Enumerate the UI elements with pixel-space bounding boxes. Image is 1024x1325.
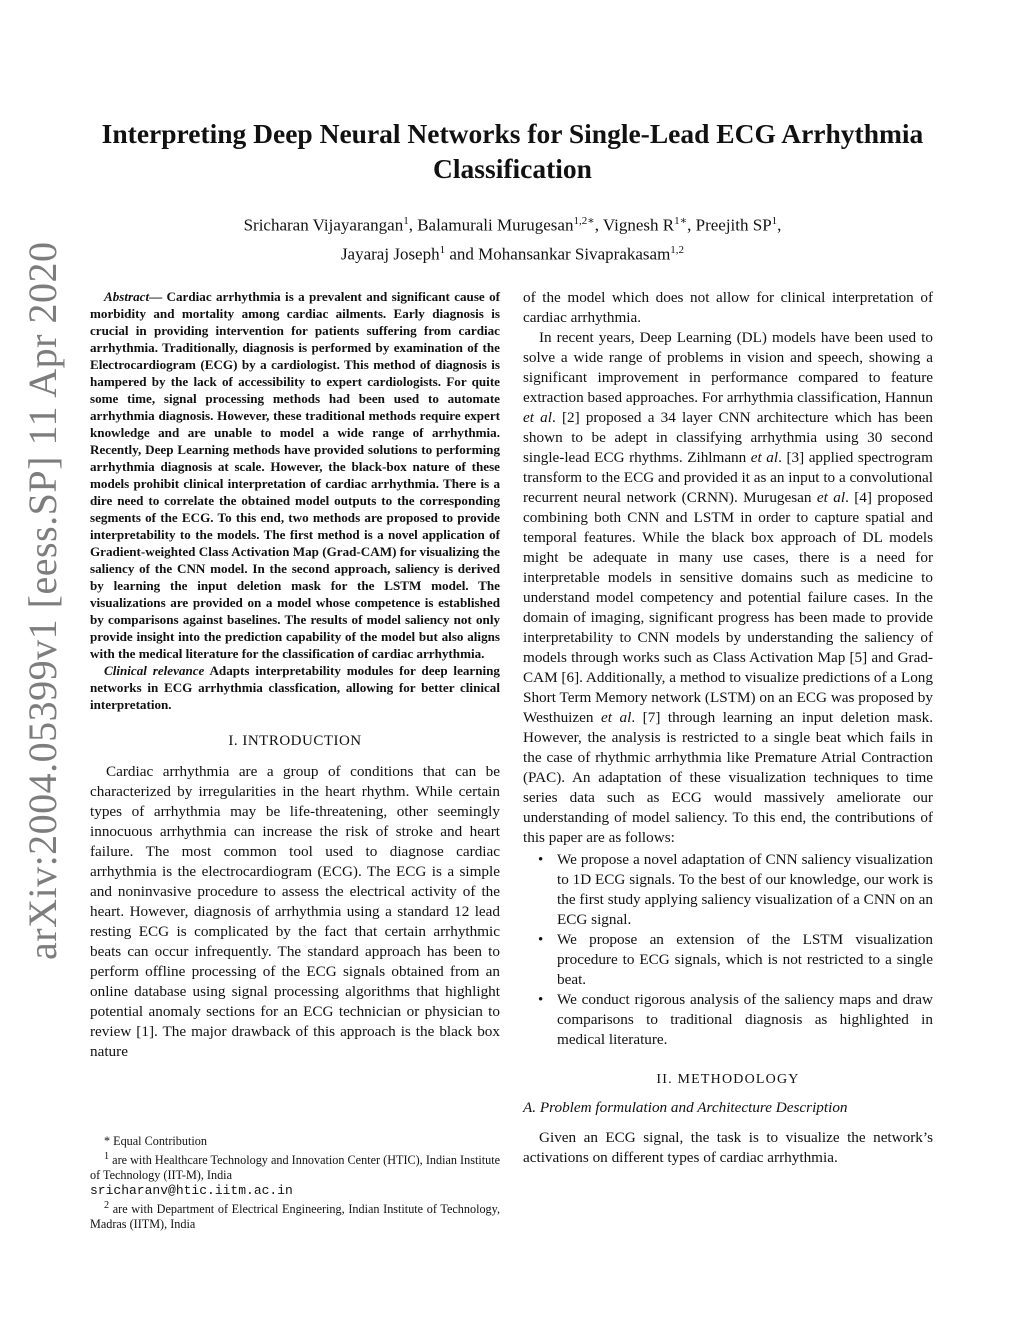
contribution-item: • We propose a novel adaptation of CNN saliency visualization to 1D ECG signals. To the best of our knowledge, our work is the first study applying saliency visualization of a CNN on an ECG signal.: [538, 851, 933, 928]
footnote-1: $^1$ are with Healthcare Technology and Innovation Center (HTIC), Indian Institute of Technology (IIT-M), India sricharanv@htic.iitm.ac.in: [90, 1151, 500, 1199]
bullet-icon: •: [538, 852, 544, 868]
contribution-item: • We propose an extension of the LSTM visualization procedure to ECG signals, which is not restricted to a single beat.: [538, 931, 933, 988]
bullet-icon: •: [538, 992, 544, 1008]
author-line-2: Jayaraj Joseph$^1$ and Mohansankar Sivaprakasam$^{1,2}$: [340, 243, 685, 264]
introduction-body-continued: [523, 288, 933, 848]
abstract-text: Cardiac arrhythmia is a prevalent and significant cause of morbidity and mortality among cardiac ailments. Early diagnosis is crucial in providing intervention for patients suffering from cardiac arrhythmia. Traditionally, diagnosis is performed by examination of the Electrocardiogram (ECG) by a cardiologist. This method of diagnosis is hampered by the lack of accessibility to expert cardiologists. For quite some time, signal processing methods had been used to automate arrhythmia diagnosis. However, these traditional methods require expert knowledge and are unable to model a wide range of arrhythmia. Recently, Deep Learning methods have provided solutions to performing arrhythmia diagnosis at scale. However, the black-box nature of these models prohibit clinical interpretation of cardiac arrhythmia. There is a dire need to correlate the obtained model outputs to the corresponding segments of the ECG. To this end, two methods are proposed to provide interpretability to the models. The first method is a novel application of Gradient-weighted Class Activation Map (Grad-CAM) for visualizing the saliency of the CNN model. In the second approach, saliency is derived by learning the input deletion mask for the LSTM model. The visualizations are provided on a model whose competence is established by comparisons against baselines. The results of model saliency not only provide insight into the prediction capability of the model but also aligns with the medical literature for the classification of cardiac arrhythmia.: [90, 289, 500, 661]
methodology-paragraph-1: Given an ECG signal, the task is to visualize the network’s activations on different types of cardiac arrhythmia.: [523, 1129, 933, 1166]
subsection-heading: A. Problem formulation and Architecture Description: [523, 1099, 848, 1116]
abstract-label: Abstract: [104, 289, 150, 304]
abstract: [90, 288, 500, 713]
introduction-heading: I. INTRODUCTION: [228, 733, 362, 749]
arxiv-identifier-watermark: arXiv:2004.05399v1 [eess.SP] 11 Apr 2020: [20, 241, 65, 960]
intro-paragraph-1-continued: of the model which does not allow for clinical interpretation of cardiac arrhythmia.: [523, 289, 933, 326]
author-email: sricharanv@htic.iitm.ac.in: [90, 1183, 293, 1199]
footnotes: [90, 1134, 500, 1232]
methodology-heading: II. METHODOLOGY: [656, 1072, 800, 1087]
paper-title: Interpreting Deep Neural Networks for Single-Lead ECG Arrhythmia Classification: [101, 118, 924, 184]
author-list: [100, 209, 925, 266]
clinical-relevance: Clinical relevance Adapts interpretability modules for deep learning networks in ECG arrhythmia classfication, allowing for better clinical interpretation.: [90, 663, 500, 712]
contribution-item: • We conduct rigorous analysis of the saliency maps and draw comparisons to traditional diagnosis as highlighted in medical literature.: [538, 991, 933, 1048]
bullet-icon: •: [538, 932, 544, 948]
footnote-2: $^2$ are with Department of Electrical Engineering, Indian Institute of Technology, Madras (IITM), India: [90, 1200, 500, 1232]
right-column: [523, 288, 933, 1168]
abstract-paragraph: Abstract— Cardiac arrhythmia is a prevalent and significant cause of morbidity and mortality among cardiac ailments. Early diagnosis is crucial in providing intervention for patients suffering from cardiac arrhythmia. Traditionally, diagnosis is performed by examination of the Electrocardiogram (ECG) by a cardiologist. This method of diagnosis is hampered by the lack of accessibility to expert cardiologists. For quite some time, signal processing methods had been used to automate arrhythmia diagnosis. However, these traditional methods require expert knowledge and are unable to model a wide range of arrhythmia. Recently, Deep Learning methods have provided solutions to performing arrhythmia diagnosis at scale. However, the black-box nature of these models prohibit clinical interpretation of cardiac arrhythmia. There is a dire need to correlate the obtained model outputs to the corresponding segments of the ECG. To this end, two methods are proposed to provide interpretability to the models. The first method is a novel application of Gradient-weighted Class Activation Map (Grad-CAM) for visualizing the saliency of the CNN model. In the second approach, saliency is derived by learning the input deletion mask for the LSTM model. The visualizations are provided on a model whose competence is established by comparisons against baselines. The results of model saliency not only provide insight into the prediction capability of the model but also aligns with the medical literature for the classification of cardiac arrhythmia.: [90, 289, 500, 661]
intro-paragraph-2: In recent years, Deep Learning (DL) models have been used to solve a wide range of problems in vision and speech, showing a significant improvement in performance compared to feature extraction based approaches. For arrhythmia classification, Hannun et al. [2] proposed a 34 layer CNN architecture which has been shown to be adept in classifying arrhythmia using 30 second single-lead ECG rhythms. Zihlmann et al. [3] applied spectrogram transform to the ECG and provided it as an input to a convolutional recurrent neural network (CRNN). Murugesan et al. [4] proposed combining both CNN and LSTM in order to capture spatial and temporal features. While the black box approach of DL models might be adequate in many use cases, there is a need for interpretable models in sensitive domains such as medicine to understand model competency and potential failure cases. In the domain of imaging, significant progress has been made to provide interpretability to CNN models by understanding the saliency of models through works such as Class Activation Map [5] and Grad-CAM [6]. Additionally, a method to visualize predictions of a Long Short Term Memory network (LSTM) on an ECG was proposed by Westhuizen et al. [7] through learning an input deletion mask. However, the analysis is restricted to a single beat which fails in the case of rhythmic arrhythmia like Premature Atrial Contraction (PAC). An adaptation of these visualization techniques to time series data such as ECG would massively ameliorate our understanding of model saliency. To this end, the contributions of this paper are as follows:: [523, 329, 934, 846]
author-line-1: Sricharan Vijayarangan$^1$, Balamurali Murugesan$^{1,2∗}$, Vignesh $R^{1∗}$, Preejith $SP^1$,: [243, 215, 782, 235]
footnote-equal-contribution: * Equal Contribution: [104, 1134, 207, 1148]
intro-paragraph-1: Cardiac arrhythmia are a group of conditions that can be characterized by irregularities in the heart rhythm. While certain types of arrhythmia may be life-threatening, other seemingly innocuous arrhythmia can increase the risk of stroke and heart failure. The most common tool used to diagnose cardiac arrhythmia is the electrocardiogram (ECG). The ECG is a simple and noninvasive procedure to assess the electrical activity of the heart. However, diagnosis of arrhythmia using a standard 12 lead resting ECG is complicated by the fact that certain arrhythmic beats can occur infrequently. The standard approach has been to perform offline processing of the ECG signals obtained from an online database using signal processing algorithms that highlight potential anomaly sections for an ECG technician or physician to review [1]. The major drawback of this approach is the black box nature: [90, 763, 500, 1060]
clinical-relevance-label: Clinical relevance: [104, 663, 205, 678]
methodology-body: [523, 1128, 933, 1168]
introduction-body: [90, 762, 500, 1062]
contributions-list: [523, 850, 933, 1050]
left-column: [90, 288, 500, 1062]
